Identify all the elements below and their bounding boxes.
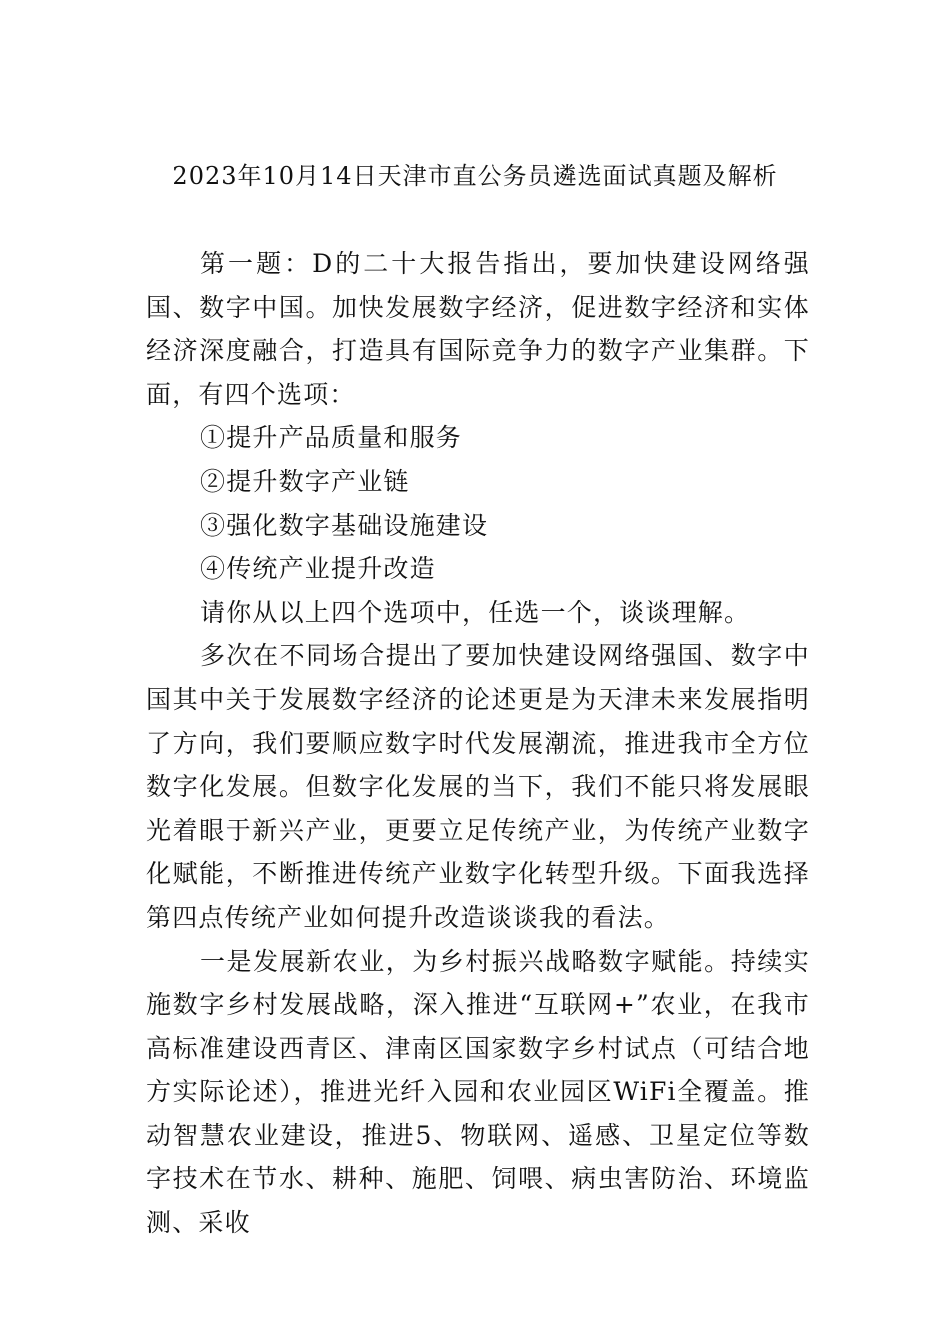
paragraph-point-one: 一是发展新农业，为乡村振兴战略数字赋能。持续实施数字乡村发展战略，深入推进“互联网+”农业，在我市高标准建设西青区、津南区国家数字乡村试点（可结合地方实际论述），推进光纤入园和农业园区WiFi全覆盖。推动智慧农业建设，推进5、物联网、遥感、卫星定位等数字技术在节水、耕种、施肥、饲喂、病虫害防治、环境监测、采收 — [146, 946, 810, 1238]
option-1: ①提升产品质量和服务 — [200, 423, 463, 453]
option-4: ④传统产业提升改造 — [200, 554, 436, 584]
paragraph-intro-answer: 多次在不同场合提出了要加快建设网络强国、数字中国其中关于发展数字经济的论述更是为天津未来发展指明了方向，我们要顺应数字时代发展潮流，推进我市全方位数字化发展。但数字化发展的当下，我们不能只将发展眼光着眼于新兴产业，更要立足传统产业，为传统产业数字化赋能，不断推进传统产业数字化转型升级。下面我选择第四点传统产业如何提升改造谈谈我的看法。 — [146, 641, 810, 932]
paragraph-question: 第一题：D的二十大报告指出，要加快建设网络强国、数字中国。加快发展数字经济，促进数字经济和实体经济深度融合，打造具有国际竞争力的数字产业集群。下面，有四个选项： — [146, 249, 810, 409]
paragraph-instruction: 请你从以上四个选项中，任选一个，谈谈理解。 — [200, 597, 751, 627]
option-3: ③强化数字基础设施建设 — [200, 510, 489, 540]
option-2: ②提升数字产业链 — [200, 466, 410, 496]
document-body — [146, 242, 810, 1245]
document-title: 2023年10月14日天津市直公务员遴选面试真题及解析 — [172, 162, 778, 190]
